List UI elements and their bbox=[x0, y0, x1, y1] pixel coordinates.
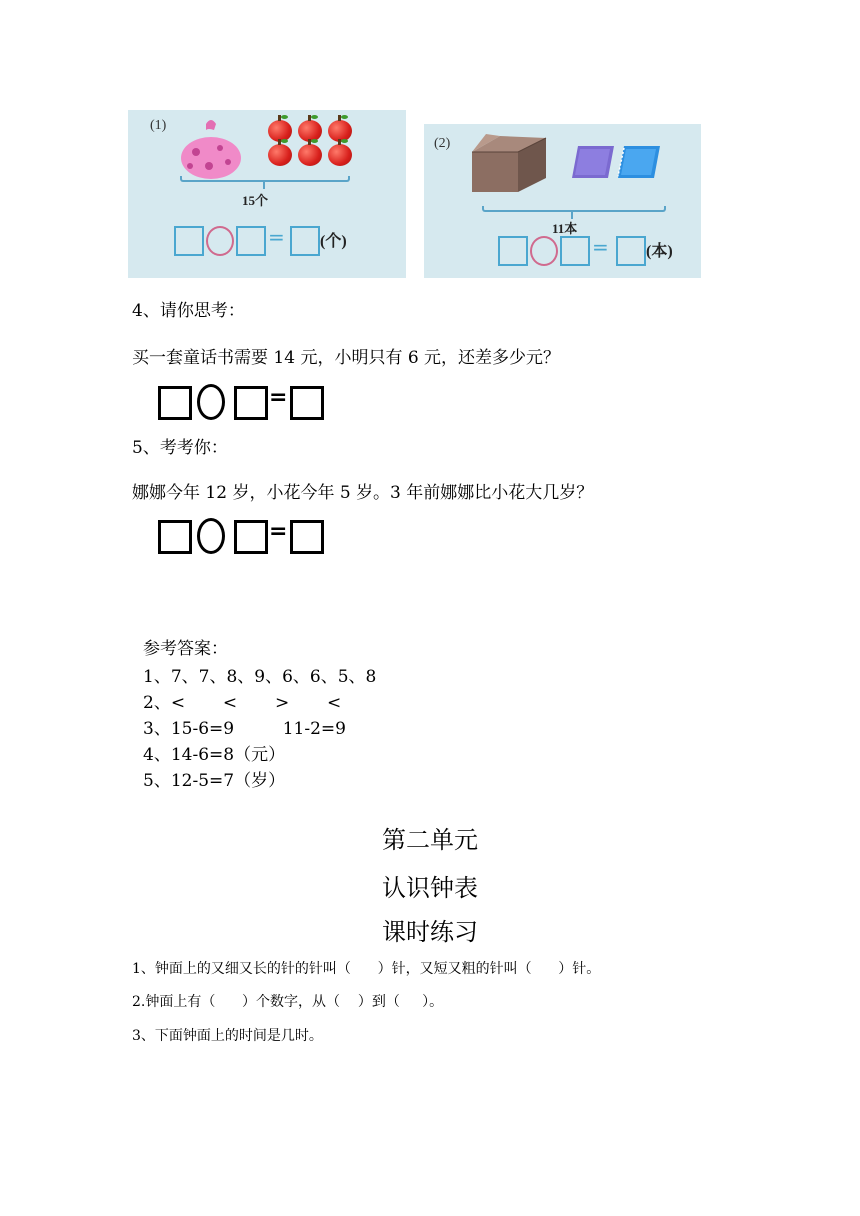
equals-sign: = bbox=[268, 225, 285, 249]
answer-line: 2、< < > < bbox=[143, 693, 342, 713]
answer-line: 5、12-5=7（岁） bbox=[143, 771, 286, 791]
answer-box bbox=[560, 236, 590, 266]
clock-question: 2.钟面上有（ ）个数字，从（ ）到（ ）。 bbox=[132, 994, 444, 1010]
operator-circle bbox=[197, 384, 225, 420]
apple-icon bbox=[268, 144, 292, 166]
total-label: 11本 bbox=[552, 221, 578, 236]
answer-box bbox=[290, 386, 324, 420]
operator-circle bbox=[530, 236, 558, 266]
q4-heading: 4、请你思考： bbox=[132, 301, 245, 321]
answer-box bbox=[158, 520, 192, 554]
practice-title: 课时练习 bbox=[382, 918, 478, 946]
answers-title: 参考答案： bbox=[143, 639, 228, 659]
bag-icon bbox=[176, 114, 246, 180]
topic-title: 认识钟表 bbox=[382, 874, 478, 902]
answer-box bbox=[174, 226, 204, 256]
operator-circle bbox=[206, 226, 234, 256]
apple-icon bbox=[328, 144, 352, 166]
q5-text: 娜娜今年 12 岁，小花今年 5 岁。3 年前娜娜比小花大几岁？ bbox=[132, 483, 594, 503]
unit-title: 第二单元 bbox=[382, 826, 478, 854]
answer-box bbox=[234, 520, 268, 554]
apple-icon bbox=[298, 144, 322, 166]
unit-label: (本) bbox=[646, 243, 673, 260]
q5-heading: 5、考考你： bbox=[132, 438, 228, 458]
answer-box bbox=[498, 236, 528, 266]
total-brace bbox=[482, 206, 666, 212]
notebook-icon bbox=[570, 144, 616, 180]
brace-tip bbox=[263, 182, 265, 189]
clock-question: 3、下面钟面上的时间是几时。 bbox=[132, 1028, 323, 1044]
total-brace bbox=[180, 176, 350, 182]
notebook-icon bbox=[616, 144, 662, 180]
figure-label: (2) bbox=[434, 136, 451, 151]
figure-label: (1) bbox=[150, 118, 167, 133]
answer-box bbox=[290, 226, 320, 256]
clock-question: 1、钟面上的又细又长的针的针叫（ ）针，又短又粗的针叫（ ）针。 bbox=[132, 961, 601, 977]
q4-text: 买一套童话书需要 14 元，小明只有 6 元，还差多少元？ bbox=[132, 348, 561, 368]
box-icon bbox=[468, 130, 550, 194]
equals-sign: = bbox=[592, 235, 609, 259]
answer-line: 3、15-6=9 11-2=9 bbox=[143, 719, 346, 739]
answer-box bbox=[236, 226, 266, 256]
answer-line: 4、14-6=8（元） bbox=[143, 745, 286, 765]
answer-box bbox=[234, 386, 268, 420]
equals-sign: = bbox=[269, 385, 288, 410]
answer-line: 1、7、7、8、9、6、6、5、8 bbox=[143, 667, 377, 687]
figure-apples bbox=[128, 110, 406, 278]
figure-books bbox=[424, 124, 701, 278]
answer-box bbox=[158, 386, 192, 420]
unit-label: (个) bbox=[320, 233, 347, 250]
answer-box bbox=[616, 236, 646, 266]
equals-sign: = bbox=[269, 519, 288, 544]
operator-circle bbox=[197, 518, 225, 554]
answer-box bbox=[290, 520, 324, 554]
total-label: 15个 bbox=[242, 193, 269, 208]
